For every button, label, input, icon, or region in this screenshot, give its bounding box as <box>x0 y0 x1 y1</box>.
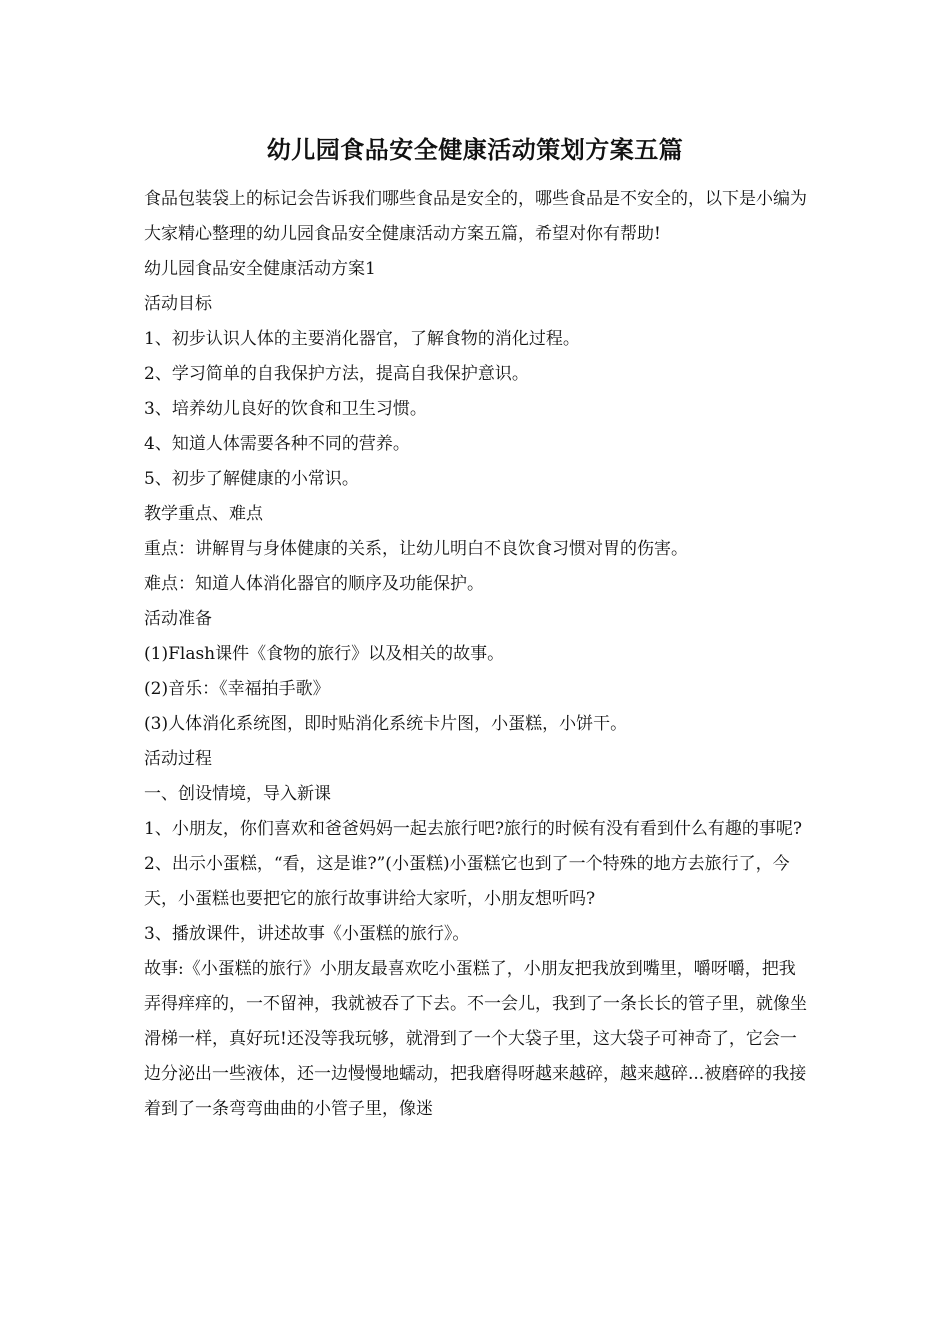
process-item-2: 2、出示小蛋糕，“看，这是谁?”(小蛋糕)小蛋糕它也到了一个特殊的地方去旅行了，今天，小蛋糕也要把它的旅行故事讲给大家听，小朋友想听吗? <box>144 854 790 909</box>
document-body <box>144 182 808 1127</box>
goal-item-4: 4、知道人体需要各种不同的营养。 <box>144 434 410 454</box>
process-item-1: 1、小朋友，你们喜欢和爸爸妈妈一起去旅行吧?旅行的时候有没有看到什么有趣的事呢? <box>144 819 803 839</box>
subheading-preparation: 活动准备 <box>144 609 212 629</box>
goal-item-3: 3、培养幼儿良好的饮食和卫生习惯。 <box>144 399 427 419</box>
goal-item-5: 5、初步了解健康的小常识。 <box>144 469 359 489</box>
difficulty-text: 难点：知道人体消化器官的顺序及功能保护。 <box>144 574 484 594</box>
goal-item-2: 2、学习简单的自我保护方法，提高自我保护意识。 <box>144 364 529 384</box>
key-point-text: 重点：讲解胃与身体健康的关系，让幼儿明白不良饮食习惯对胃的伤害。 <box>144 539 688 559</box>
process-item-3: 3、播放课件，讲述故事《小蛋糕的旅行》。 <box>144 924 470 944</box>
story-paragraph: 故事:《小蛋糕的旅行》小朋友最喜欢吃小蛋糕了，小朋友把我放到嘴里，嚼呀嚼，把我弄得痒痒的，一不留神，我就被吞了下去。不一会儿，我到了一条长长的管子里，就像坐滑梯一样，真好玩!还没等我玩够，就滑到了一个大袋子里，这大袋子可神奇了，它会一边分泌出一些液体，还一边慢慢地蠕动，把我磨得呀越来越碎，越来越碎...被磨碎的我接着到了一条弯弯曲曲的小管子里，像迷 <box>144 959 807 1119</box>
subheading-process: 活动过程 <box>144 749 212 769</box>
intro-paragraph: 食品包装袋上的标记会告诉我们哪些食品是安全的，哪些食品是不安全的，以下是小编为大家精心整理的幼儿园食品安全健康活动方案五篇，希望对你有帮助! <box>144 189 807 244</box>
process-step-heading-1: 一、创设情境，导入新课 <box>144 784 331 804</box>
preparation-item-1: (1)Flash课件《食物的旅行》以及相关的故事。 <box>144 644 505 664</box>
goal-item-1: 1、初步认识人体的主要消化器官，了解食物的消化过程。 <box>144 329 580 349</box>
preparation-item-3: (3)人体消化系统图，即时贴消化系统卡片图，小蛋糕，小饼干。 <box>144 714 628 734</box>
subheading-key-points: 教学重点、难点 <box>144 504 263 524</box>
section-heading-plan-1: 幼儿园食品安全健康活动方案1 <box>144 259 376 279</box>
document-title: 幼儿园食品安全健康活动策划方案五篇 <box>266 136 684 164</box>
subheading-activity-goals: 活动目标 <box>144 294 212 314</box>
preparation-item-2: (2)音乐：《幸福拍手歌》 <box>144 679 330 699</box>
